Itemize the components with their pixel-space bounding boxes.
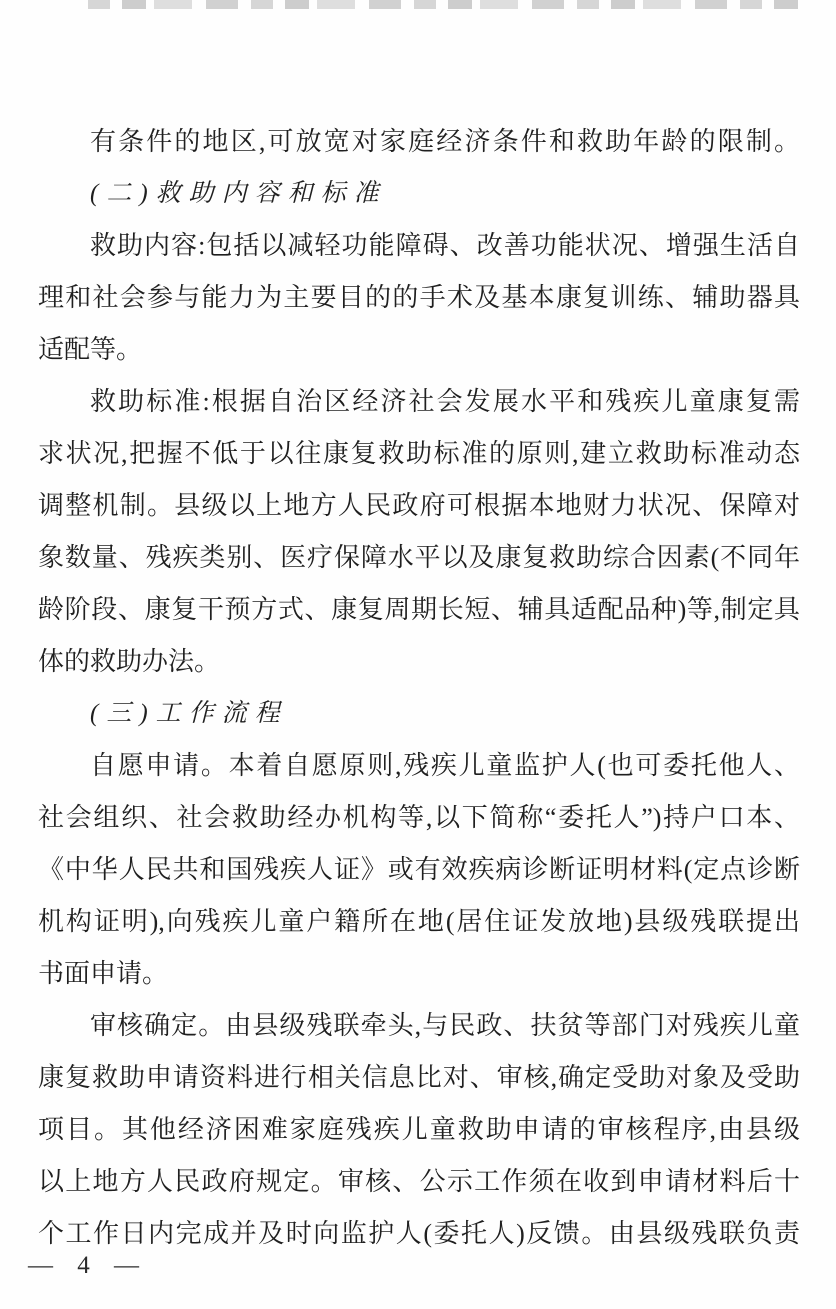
text-line: 以上地方人民政府规定。审核、公示工作须在收到申请材料后十 <box>38 1167 800 1196</box>
text-line: 救助内容:包括以减轻功能障碍、改善功能状况、增强生活自 <box>90 231 800 260</box>
text-line: 救助标准:根据自治区经济社会发展水平和残疾儿童康复需 <box>90 387 800 416</box>
text-line: 项目。其他经济困难家庭残疾儿童救助申请的审核程序,由县级 <box>38 1115 800 1144</box>
text-line: 康复救助申请资料进行相关信息比对、审核,确定受助对象及受助 <box>38 1063 800 1092</box>
text-line: 个工作日内完成并及时向监护人(委托人)反馈。由县级残联负责 <box>38 1219 800 1248</box>
text-line: 自愿申请。本着自愿原则,残疾儿童监护人(也可委托他人、 <box>90 751 800 780</box>
text-line: 体的救助办法。 <box>38 647 221 676</box>
text-line: 有条件的地区,可放宽对家庭经济条件和救助年龄的限制。 <box>90 127 800 156</box>
section-heading: (三)工作流程 <box>90 700 288 727</box>
text-line: 审核确定。由县级残联牵头,与民政、扶贫等部门对残疾儿童 <box>90 1011 800 1040</box>
text-line: 《中华人民共和国残疾人证》或有效疾病诊断证明材料(定点诊断 <box>38 855 800 884</box>
text-line: 调整机制。县级以上地方人民政府可根据本地财力状况、保障对 <box>38 491 800 520</box>
text-line: 适配等。 <box>38 335 143 364</box>
section-heading: (二)救助内容和标准 <box>90 180 387 207</box>
text-line: 机构证明),向残疾儿童户籍所在地(居住证发放地)县级残联提出 <box>38 907 800 936</box>
text-line: 社会组织、社会救助经办机构等,以下简称“委托人”)持户口本、 <box>38 803 800 832</box>
text-line: 龄阶段、康复干预方式、康复周期长短、辅具适配品种)等,制定具 <box>38 595 800 624</box>
page-number: — 4 — <box>28 1252 148 1279</box>
text-line: 理和社会参与能力为主要目的的手术及基本康复训练、辅助器具 <box>38 283 800 312</box>
text-line: 求状况,把握不低于以往康复救助标准的原则,建立救助标准动态 <box>38 439 800 468</box>
text-line: 象数量、残疾类别、医疗保障水平以及康复救助综合因素(不同年 <box>38 543 800 572</box>
text-line: 书面申请。 <box>38 959 169 988</box>
